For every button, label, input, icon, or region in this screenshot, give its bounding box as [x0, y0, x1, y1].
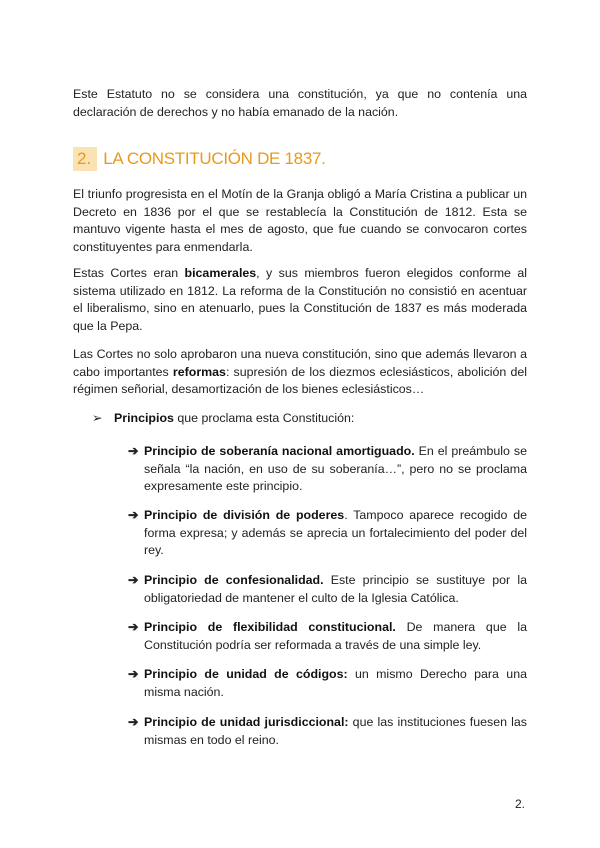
principle-description: De manera que la Constitución podría ser reformada a través de una simple ley.	[144, 620, 527, 652]
paragraph-3	[73, 346, 527, 399]
principle-description: Este principio se sustituye por la obligatoriedad de mantener el culto de la Iglesia Católica.	[144, 573, 527, 605]
principle-item	[128, 572, 527, 607]
paragraph-3-text-b: : supresión de los diezmos eclesiásticos, abolición del régimen señorial, desamortización de los bienes eclesiásticos…	[73, 364, 528, 397]
principle-item	[128, 507, 527, 560]
principle-item	[128, 619, 527, 654]
principle-text	[144, 619, 527, 654]
principle-title: Principio de confesionalidad.	[144, 573, 324, 587]
principles-intro	[92, 410, 354, 428]
principle-text	[144, 572, 527, 607]
principle-item	[128, 443, 527, 496]
principles-intro-text	[114, 410, 354, 428]
principle-description: que las instituciones fuesen las mismas en todo el reino.	[144, 715, 527, 747]
right-arrow-icon: ➔	[128, 573, 139, 587]
section-heading	[73, 144, 326, 174]
principle-title: Principio de unidad jurisdiccional:	[144, 715, 349, 729]
paragraph-2-text-a: Estas Cortes eran	[73, 266, 185, 280]
right-arrow-icon: ➔	[128, 620, 139, 634]
paragraph-2-text-b: , y sus miembros fueron elegidos conforme al sistema utilizado en 1812. La reforma de la Constitución no consistió en acentuar el liberalismo, sino en atenuarlo, pues la Constitución de 1837 es más moderada que la Pepa.	[73, 266, 527, 333]
page-number: 2.	[515, 797, 526, 811]
bullet-arrow-icon: ➢	[92, 411, 103, 425]
principle-title: Principio de soberanía nacional amortiguado.	[144, 444, 415, 458]
principle-description: un mismo Derecho para una misma nación.	[144, 667, 527, 699]
paragraph-1: El triunfo progresista en el Motín de la Granja obligó a María Cristina a publicar un Decreto en 1836 por el que se restablecía la Constitución de 1812. Esta se mantuvo vigente hasta el mes de agosto, que fue cuando se convocaron cortes constituyentes para enmendarla.	[73, 187, 527, 254]
paragraph-3-text-a: Las Cortes no solo aprobaron una nueva constitución, sino que además llevaron a cabo importantes	[73, 347, 527, 379]
principle-item	[128, 666, 527, 701]
principle-text	[144, 666, 527, 701]
section-title: LA CONSTITUCIÓN DE 1837.	[103, 149, 326, 169]
paragraph-2-bold: bicamerales	[184, 266, 257, 280]
principle-text	[144, 443, 527, 496]
paragraph-3-bold: reformas	[172, 364, 226, 379]
principles-intro-bold: Principios	[114, 411, 174, 425]
principle-title: Principio de unidad de códigos:	[144, 667, 348, 681]
principle-item	[128, 714, 527, 749]
principle-title: Principio de división de poderes	[144, 508, 345, 522]
principle-title: Principio de flexibilidad constitucional.	[144, 620, 396, 634]
section-number: 2.	[73, 147, 97, 171]
principle-description: En el preámbulo se señala “la nación, en uso de su soberanía…”, pero no se proclama expresamente este principio.	[144, 444, 527, 494]
principles-intro-rest: que proclama esta Constitución:	[173, 411, 355, 425]
principle-text	[144, 507, 527, 560]
principle-text	[144, 714, 527, 749]
right-arrow-icon: ➔	[128, 715, 139, 729]
principle-description: . Tampoco aparece recogido de forma expresa; y además se aprecia un fortalecimiento del poder del rey.	[144, 508, 528, 558]
paragraph-2	[73, 265, 527, 335]
right-arrow-icon: ➔	[128, 444, 139, 458]
right-arrow-icon: ➔	[128, 508, 139, 522]
right-arrow-icon: ➔	[128, 667, 139, 681]
intro-paragraph: Este Estatuto no se considera una constitución, ya que no contenía una declaración de derechos y no había emanado de la nación.	[73, 87, 527, 119]
